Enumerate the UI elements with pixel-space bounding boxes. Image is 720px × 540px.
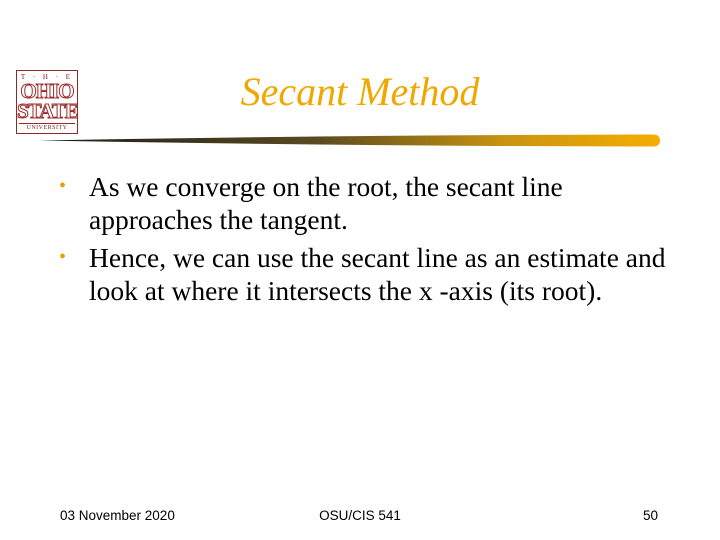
slide-body [58, 170, 678, 312]
logo-ohio-text: OHIO [20, 79, 74, 103]
bullet-item [58, 170, 678, 236]
logo-state-text: STATE [17, 99, 78, 123]
footer-page-number: 50 [642, 508, 658, 523]
footer-date: 03 November 2020 [60, 508, 175, 523]
slide-title: Secant Method [240, 69, 480, 114]
bullet-item [58, 241, 678, 307]
bullet-text: Hence, we can use the secant line as an estimate and look at where it intersects the x -axis (its root). [89, 242, 666, 306]
bullet-text: As we converge on the root, the secant line approaches the tangent. [89, 171, 563, 235]
logo-university-text: UNIVERSITY [19, 123, 75, 131]
bullet-icon: • [59, 175, 67, 197]
logo-top-text: T · H · E [20, 73, 74, 81]
title-underline-bar [38, 134, 660, 147]
footer-course: OSU/CIS 541 [319, 508, 401, 523]
bullet-icon: • [59, 246, 67, 268]
